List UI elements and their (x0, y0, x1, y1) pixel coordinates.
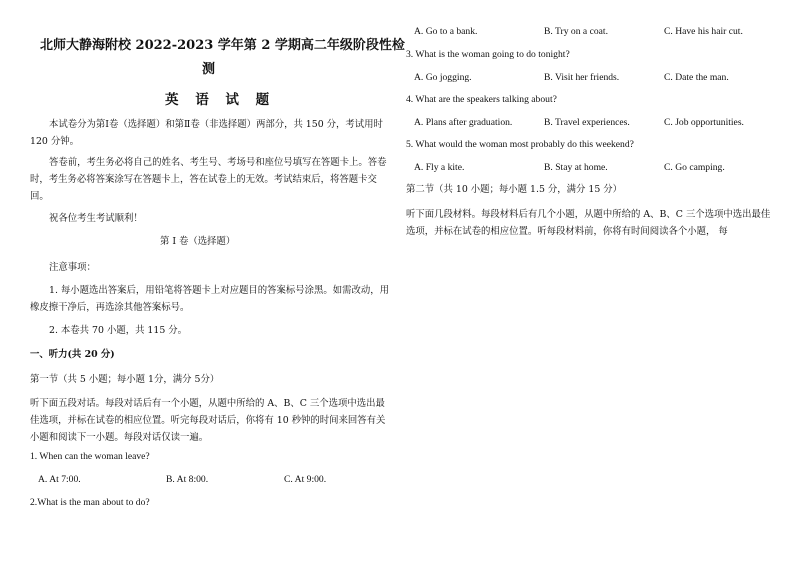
question-1-option-c[interactable]: C. At 9:00. (284, 474, 327, 485)
section2-instructions: 听下面几段材料。每段材料后有几个小题，从题中所给的 A、B、C 三个选项中选出最佳选项，并标在试卷的相应位置。听每段材料前，你将有时间阅读各个小题， 每 (406, 209, 771, 237)
intro-paragraph-2: 答卷前，考生务必将自己的姓名、考生号、考场号和座位号填写在答题卡上。答卷时，考生务必将答案涂写在答题卡上，答在试卷上的无效。考试结束后，将答题卡交回。 (30, 157, 387, 202)
question-4-option-c[interactable]: C. Job opportunities. (664, 117, 744, 128)
question-4-option-a[interactable]: A. Plans after graduation. (414, 117, 513, 128)
question-2-option-c[interactable]: C. Have his hair cut. (664, 26, 743, 37)
exam-title-line2: 测 (202, 62, 216, 77)
subject-title: 英 语 试 题 (165, 92, 276, 108)
question-5-option-a[interactable]: A. Fly a kite. (414, 162, 465, 173)
question-3-stem: 3. What is the woman going to do tonight? (406, 49, 570, 60)
question-3-option-b[interactable]: B. Visit her friends. (544, 72, 620, 83)
question-1-stem: 1. When can the woman leave? (30, 451, 150, 462)
question-2-stem: 2.What is the man about to do? (30, 497, 150, 508)
question-2-option-b[interactable]: B. Try on a coat. (544, 26, 608, 37)
part1-title: 第 Ⅰ 卷（选择题） (160, 236, 236, 247)
section2-title: 第二节（共 10 小题；每小题 1.5 分，满分 15 分） (406, 184, 623, 195)
notice-title: 注意事项： (49, 262, 96, 273)
notice-item-1: 1. 每小题选出答案后，用铅笔将答题卡上对应题目的答案标号涂黑。如需改动，用橡皮擦干净后，再选涂其他答案标号。 (30, 285, 390, 313)
question-1-option-b[interactable]: B. At 8:00. (166, 474, 209, 485)
question-4-stem: 4. What are the speakers talking about? (406, 94, 557, 105)
question-1-option-a[interactable]: A. At 7:00. (38, 474, 81, 485)
intro-paragraph-1: 本试卷分为第Ⅰ卷（选择题）和第Ⅱ卷（非选择题）两部分，共 150 分，考试用时 120 分钟。 (30, 119, 383, 147)
notice-item-2: 2. 本卷共 70 小题，共 115 分。 (49, 325, 188, 336)
question-3-option-c[interactable]: C. Date the man. (664, 72, 729, 83)
question-2-option-a[interactable]: A. Go to a bank. (414, 26, 478, 37)
question-5-option-b[interactable]: B. Stay at home. (544, 162, 608, 173)
section1-instructions: 听下面五段对话。每段对话后有一个小题，从题中所给的 A、B、C 三个选项中选出最佳选项，并标在试卷的相应位置。听完每段对话后，你将有 10 秒钟的时间来回答有关小题和阅读下一小题。每段对话仅读一遍。 (30, 398, 386, 443)
listening-heading: 一、听力(共 20 分) (30, 349, 115, 360)
question-4-option-b[interactable]: B. Travel experiences. (544, 117, 630, 128)
good-luck-text: 祝各位考生考试顺利！ (49, 213, 143, 224)
section1-title: 第一节（共 5 小题；每小题 1分，满分 5分） (30, 374, 220, 385)
question-5-option-c[interactable]: C. Go camping. (664, 162, 725, 173)
question-5-stem: 5. What would the woman most probably do this weekend? (406, 139, 634, 150)
exam-title-line1: 北师大静海附校 2022-2023 学年第 2 学期高二年级阶段性检 (40, 38, 405, 53)
question-3-option-a[interactable]: A. Go jogging. (414, 72, 472, 83)
